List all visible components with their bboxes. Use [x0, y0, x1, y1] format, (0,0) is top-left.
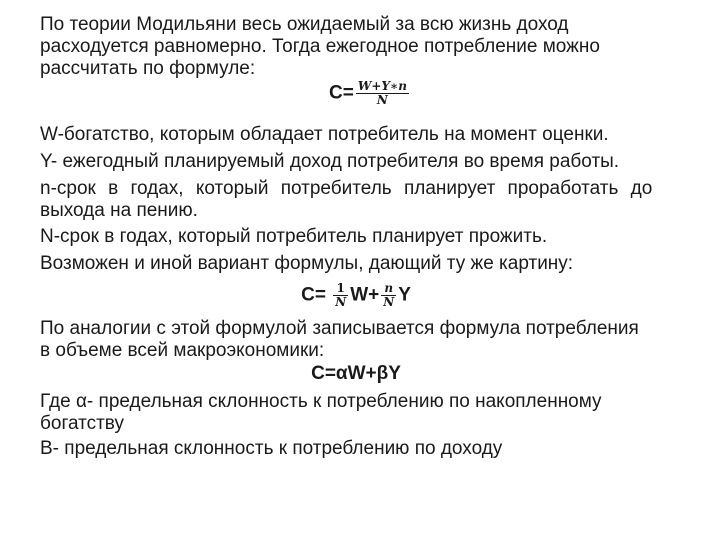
formula2-fraction-2 [381, 282, 396, 309]
n-definition-line-2: выхода на пению. [40, 200, 198, 221]
y-definition: Y- ежегодный планируемый доход потребителя во время работы. [40, 151, 620, 172]
alpha-definition [40, 391, 700, 435]
n-definition-line-1: n-срок в годах, который потребитель планирует проработать до [40, 178, 653, 199]
formula2-fraction-1-numerator: 1 [333, 282, 348, 296]
formula1-numerator: W+Y∗n [357, 79, 407, 93]
formula-consumption-2 [0, 282, 716, 309]
intro-line-2: расходуется равномерно. Тогда ежегодное потребление можно [40, 36, 600, 57]
analogy-line-2: в объеме всей макроэкономики: [40, 340, 325, 361]
variant-text: Возможен и иной вариант формулы, дающий ту же картину: [40, 253, 574, 274]
formula1-denominator: N [376, 93, 388, 107]
alpha-definition-line-2: богатству [40, 413, 124, 434]
intro-paragraph [40, 14, 700, 80]
formula2-middle: W+ [350, 284, 380, 306]
formula-macro-consumption: C=αW+βY [311, 363, 401, 384]
formula2-rhs: Y [398, 284, 411, 306]
formula-consumption-1 [10, 80, 720, 107]
intro-line-3: рассчитать по формуле: [40, 58, 256, 79]
analogy-line-1: По аналогии с этой формулой записывается формула потребления [40, 318, 639, 339]
formula2-fraction-1 [333, 282, 348, 309]
n-definition [40, 178, 700, 222]
intro-line-1: По теории Модильяни весь ожидаемый за всю жизнь доход [40, 14, 569, 35]
formula2-lhs: C= [301, 284, 332, 306]
big-n-definition: N-срок в годах, который потребитель планирует прожить. [40, 226, 548, 247]
formula1-lhs: C= [329, 82, 354, 104]
w-definition: W-богатство, которым обладает потребитель на момент оценки. [40, 124, 609, 145]
formula2-fraction-1-denominator: N [335, 295, 347, 309]
formula2-fraction-2-numerator: n [381, 282, 396, 296]
formula1-fraction [356, 80, 409, 107]
alpha-definition-line-1: Где α- предельная склонность к потреблению по накопленному [40, 391, 602, 412]
beta-definition: В- предельная склонность к потреблению по доходу [40, 438, 503, 459]
analogy-paragraph [40, 318, 700, 362]
formula2-fraction-2-denominator: N [383, 295, 395, 309]
